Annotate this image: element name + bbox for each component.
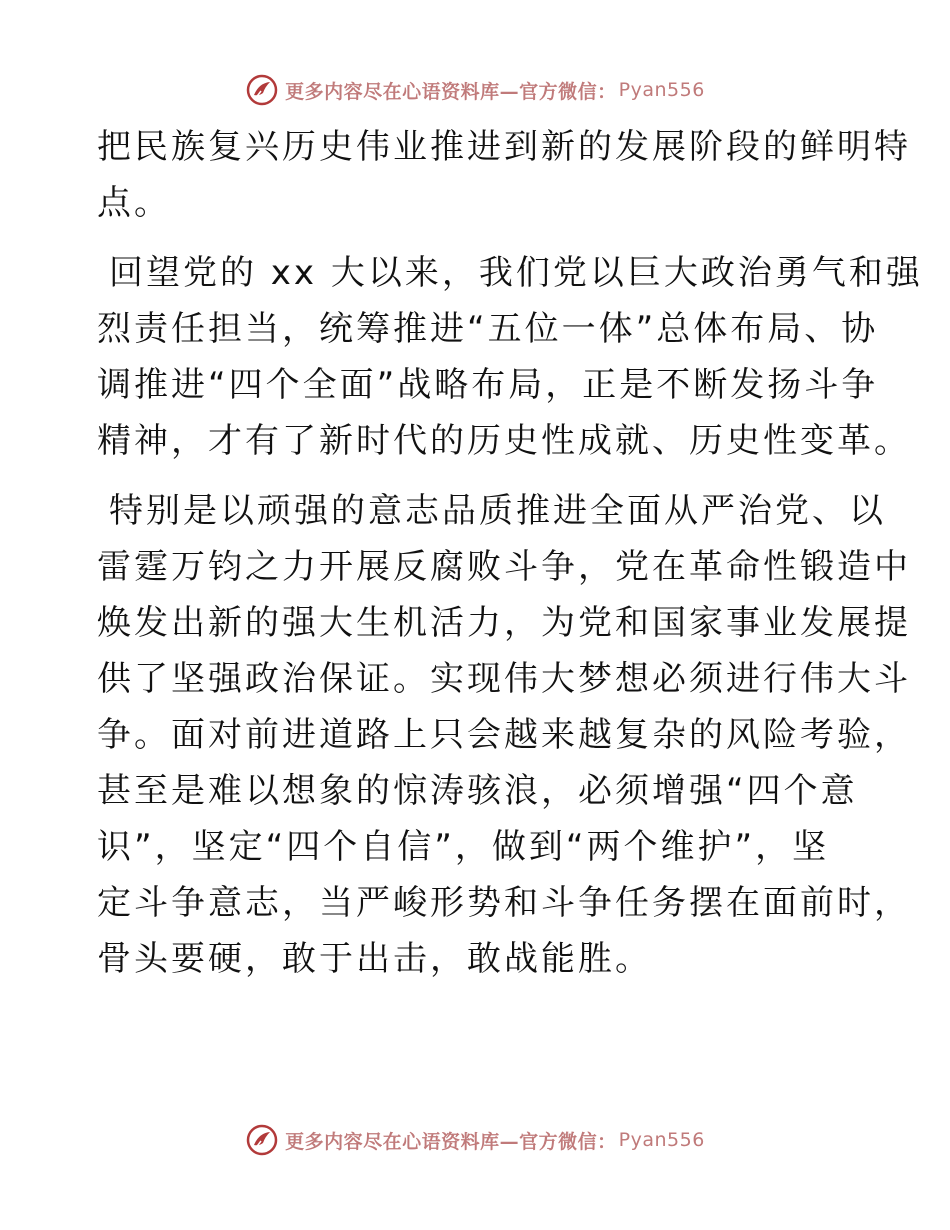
- text-line: 焕发出新的强大生机活力，为党和国家事业发展提: [97, 603, 911, 643]
- paragraph-1: [97, 124, 911, 226]
- footer-banner-text: 更多内容尽在心语资料库—官方微信：: [285, 1130, 617, 1153]
- text-line: 骨头要硬，敢于出击，敢战能胜。: [97, 939, 652, 979]
- header-banner-text: 更多内容尽在心语资料库—官方微信：: [285, 80, 617, 103]
- text-line: 精神，才有了新时代的历史性成就、历史性变革。: [97, 421, 911, 461]
- document-body: [97, 124, 923, 1006]
- footer-banner: [0, 1120, 950, 1160]
- text-line: 把民族复兴历史伟业推进到新的发展阶段的鲜明特: [97, 127, 911, 167]
- text-line: 调推进“四个全面”战略布局，正是不断发扬斗争: [97, 365, 879, 405]
- paragraph-2: [97, 250, 923, 464]
- brand-logo-icon: [245, 1123, 279, 1157]
- text-line: 烈责任担当，统筹推进“五位一体”总体布局、协: [97, 309, 879, 349]
- text-line: 供了坚强政治保证。实现伟大梦想必须进行伟大斗: [97, 659, 911, 699]
- text-line: 定斗争意志，当严峻形势和斗争任务摆在面前时，: [97, 883, 911, 923]
- header-banner: [0, 70, 950, 110]
- brand-logo-icon: [245, 73, 279, 107]
- footer-wechat-id: Pyan556: [618, 1129, 705, 1151]
- text-line: 甚至是难以想象的惊涛骇浪，必须增强“四个意: [97, 771, 858, 811]
- header-wechat-id: Pyan556: [618, 79, 705, 101]
- text-line: 雷霆万钧之力开展反腐败斗争，党在革命性锻造中: [97, 547, 911, 587]
- text-line: 特别是以顽强的意志品质推进全面从严治党、以: [109, 491, 886, 531]
- text-line: 回望党的 xx 大以来，我们党以巨大政治勇气和强: [109, 253, 923, 293]
- text-line: 点。: [97, 183, 171, 223]
- paragraph-3: [97, 488, 911, 982]
- text-line: 识”，坚定“四个自信”，做到“两个维护”，坚: [97, 827, 830, 867]
- text-line: 争。面对前进道路上只会越来越复杂的风险考验，: [97, 715, 911, 755]
